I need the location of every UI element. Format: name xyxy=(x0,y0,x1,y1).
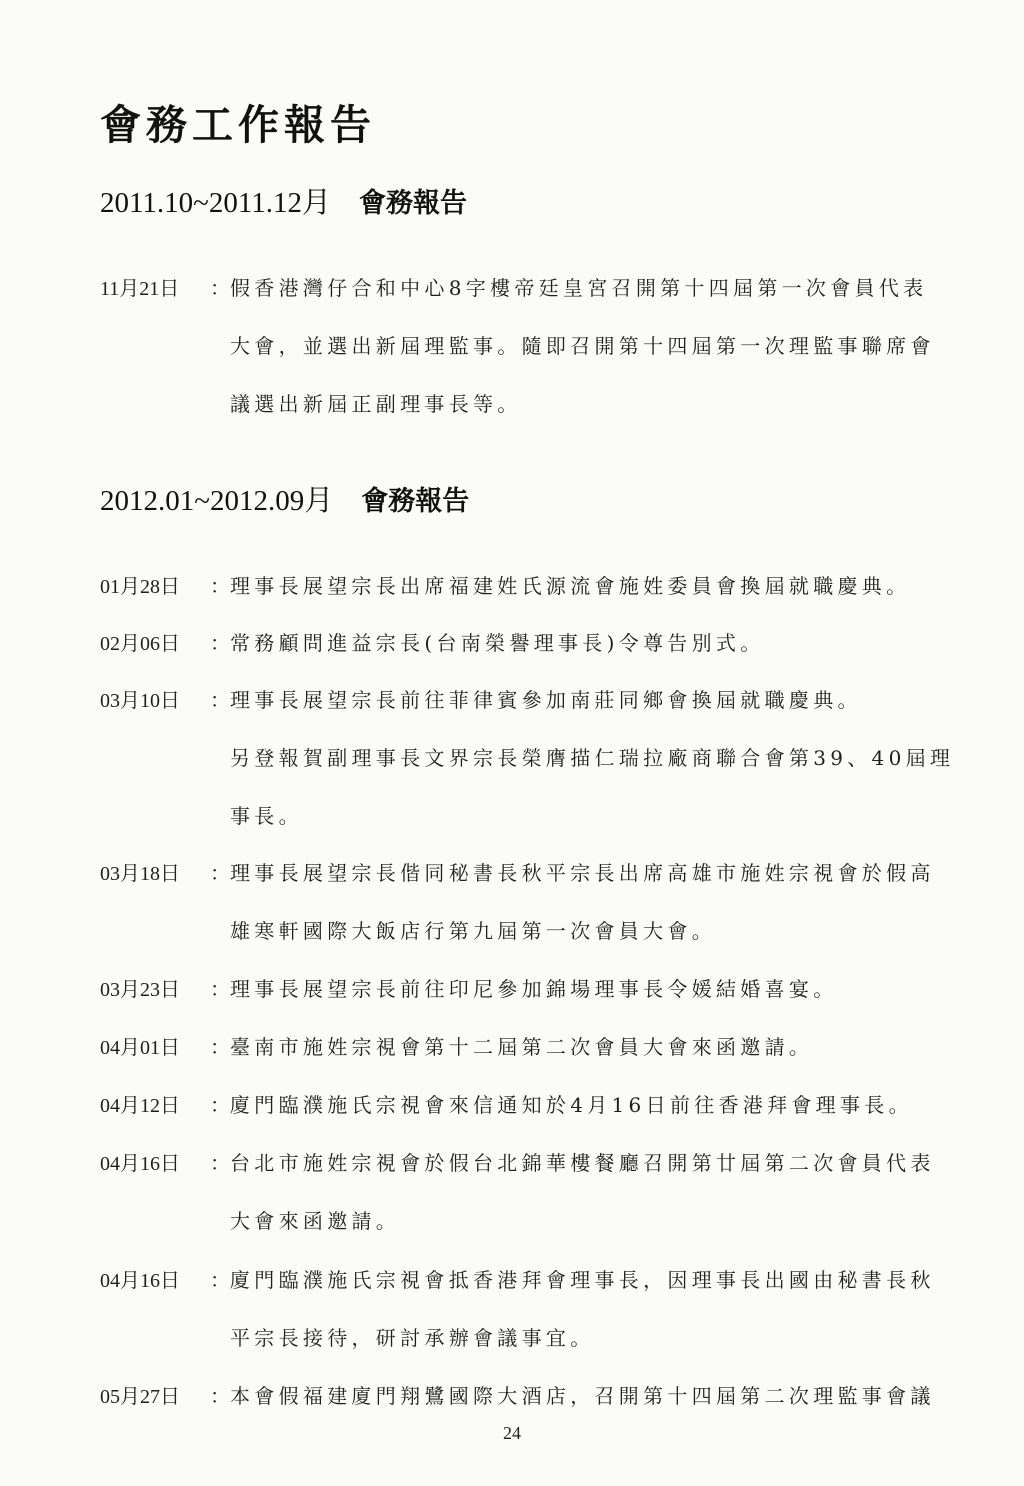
entry-text-line: 大會來函邀請。 xyxy=(230,1209,401,1233)
entry-text-line: 平宗長接待，研討承辦會議事宜。 xyxy=(230,1326,595,1350)
entry-date: 05月27日 xyxy=(100,1386,180,1408)
entry-text-line: 廈門臨濮施氏宗視會抵香港拜會理事長，因理事長出國由秘書長秋 xyxy=(230,1268,935,1292)
section-heading-2011 xyxy=(100,180,467,221)
entry-text-line: 事長。 xyxy=(230,804,303,828)
page-title: 會務工作報告 xyxy=(100,101,376,149)
entry-text-line: 台北市施姓宗視會於假台北錦華樓餐廳召開第廿屆第二次會員代表 xyxy=(230,1151,935,1175)
entry-text-line: 理事長展望宗長前往印尼參加錦場理事長令媛結婚喜宴。 xyxy=(230,977,838,1001)
entry-date: 04月01日 xyxy=(100,1037,180,1059)
entry-text-line: 常務顧問進益宗長(台南榮譽理事長)令尊告別式。 xyxy=(230,631,765,655)
entry-text-line: 另登報賀副理事長文界宗長榮膺描仁瑞拉廠商聯合會第39、40屆理 xyxy=(230,746,955,770)
entry-date: 03月23日 xyxy=(100,979,180,1001)
entry-date: 03月18日 xyxy=(100,863,180,885)
entry-date: 11月21日 xyxy=(100,278,180,300)
entry-text-line: 臺南市施姓宗視會第十二屆第二次會員大會來函邀請。 xyxy=(230,1035,814,1059)
section-label: 會務報告 xyxy=(359,188,468,219)
entry-date: 01月28日 xyxy=(100,576,180,598)
section-date-range: 2011.10~2011.12月 xyxy=(100,187,332,219)
entry-text-line: 雄寒軒國際大飯店行第九屆第一次會員大會。 xyxy=(230,919,716,943)
entry-text-line: 理事長展望宗長前往菲律賓參加南莊同鄉會換屆就職慶典。 xyxy=(230,688,862,712)
entry-text-line: 理事長展望宗長偕同秘書長秋平宗長出席高雄市施姓宗視會於假高 xyxy=(230,861,935,885)
entry-text-line: 大會，並選出新屆理監事。隨即召開第十四屆第一次理監事聯席會 xyxy=(230,334,935,358)
entry-text-line: 本會假福建廈門翔鷺國際大酒店，召開第十四屆第二次理監事會議 xyxy=(230,1384,935,1408)
entry-text-line: 議選出新屆正副理事長等。 xyxy=(230,392,522,416)
section-label: 會務報告 xyxy=(361,486,470,517)
section-date-range: 2012.01~2012.09月 xyxy=(100,485,334,517)
section-heading-2012 xyxy=(100,478,469,519)
entry-date: 04月16日 xyxy=(100,1153,180,1175)
entry-date: 03月10日 xyxy=(100,690,180,712)
entry-date: 02月06日 xyxy=(100,633,180,655)
entry-date: 04月12日 xyxy=(100,1095,180,1117)
entry-text-line: 假香港灣仔合和中心8字樓帝廷皇宮召開第十四屆第一次會員代表 xyxy=(230,276,928,300)
page-number: 24 xyxy=(503,1423,521,1443)
entry-text-line: 廈門臨濮施氏宗視會來信通知於4月16日前往香港拜會理事長。 xyxy=(230,1093,913,1117)
entry-date: 04月16日 xyxy=(100,1270,180,1292)
entry-text-line: 理事長展望宗長出席福建姓氏源流會施姓委員會換屆就職慶典。 xyxy=(230,574,911,598)
